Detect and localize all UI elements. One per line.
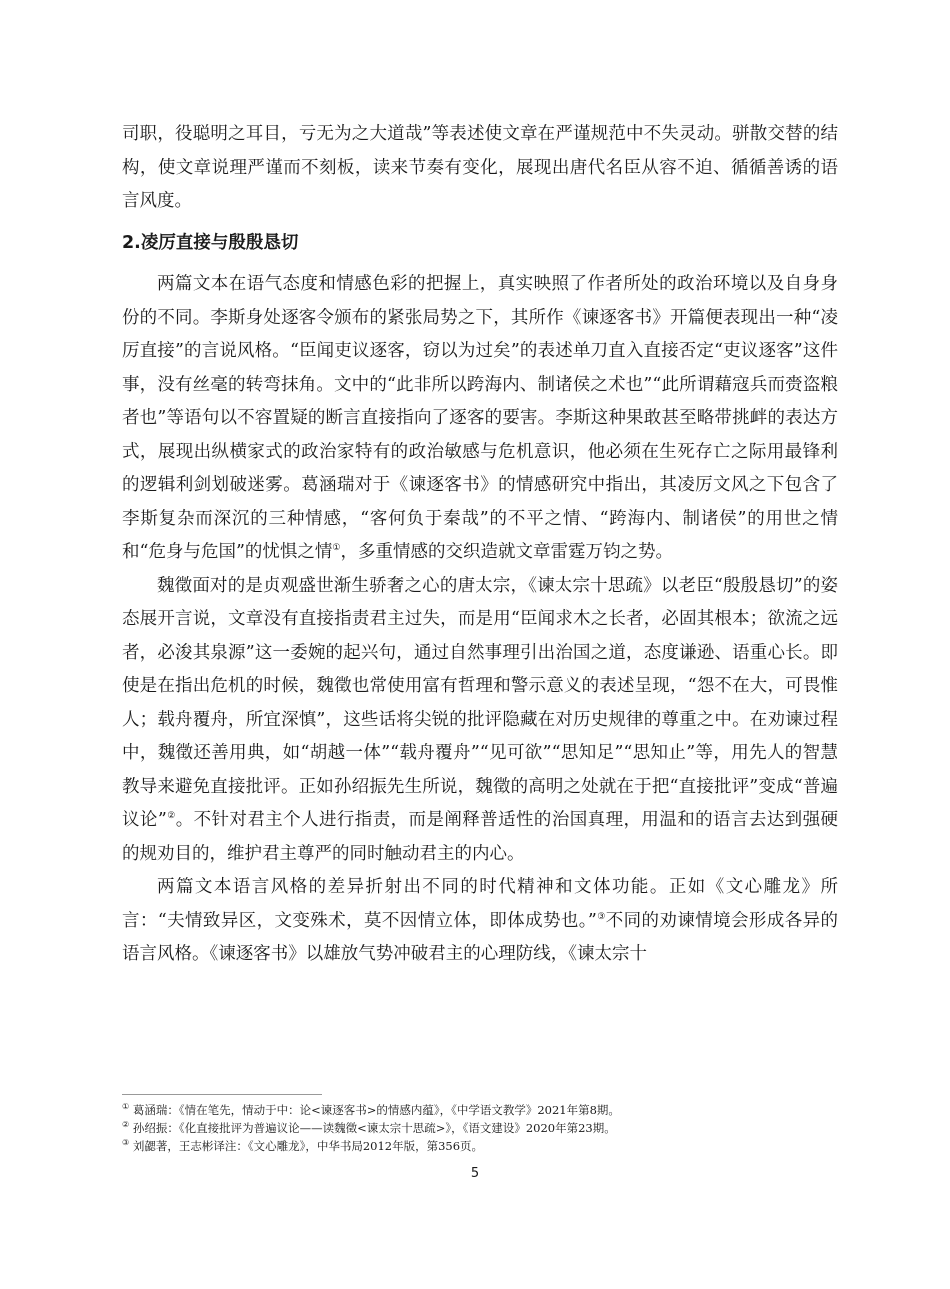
footnote-text: 葛涵瑞：《情在笔先，情动于中：论<谏逐客书>的情感内蕴》，《中学语文教学》2021年第8期。	[129, 1103, 620, 1117]
paragraph-wei-zheng	[122, 570, 838, 872]
footnote-item	[122, 1137, 838, 1155]
footnote-mark: ②	[122, 1120, 130, 1130]
footnote-mark: ①	[122, 1102, 130, 1112]
body-text	[122, 118, 838, 972]
paragraph-comparison	[122, 871, 838, 972]
paragraph-li-si	[122, 268, 838, 570]
paragraph-text: 司职，役聪明之耳目，亏无为之大道哉”等表述使文章在严谨规范中不失灵动。骈散交替的结构，使文章说理严谨而不刻板，读来节奏有变化，展现出唐代名臣从容不迫、循循善诱的语言风度。	[122, 124, 838, 211]
footnote-ref-1[interactable]: ①	[332, 543, 341, 554]
paragraph-text: 。不针对君主个人进行指责，而是阐释普适性的治国真理，用温和的语言去达到强硬的规劝目的，维护君主尊严的同时触动君主的内心。	[122, 810, 839, 864]
paragraph-text: ，多重情感的交织造就文章雷霆万钧之势。	[340, 542, 673, 562]
footnote-mark: ③	[122, 1138, 130, 1148]
footnote-ref-2[interactable]: ②	[166, 811, 176, 822]
footnotes	[122, 1101, 838, 1155]
page-number: 5	[470, 1166, 480, 1181]
paragraph-text: 不同的劝谏情境会形成各异的语言风格。《谏逐客书》以雄放气势冲破君主的心理防线，《谏太宗十	[122, 910, 838, 964]
section-heading: 2.凌厉直接与殷殷恳切	[122, 232, 299, 253]
footnote-divider	[122, 1094, 322, 1095]
paragraph-continuation	[122, 118, 838, 219]
footnote-ref-3[interactable]: ③	[596, 911, 606, 922]
paragraph-text: 魏徵面对的是贞观盛世渐生骄奢之心的唐太宗，《谏太宗十思疏》以老臣“殷殷恳切”的姿态展开言说，文章没有直接指责君主过失，而是用“臣闻求木之长者，必固其根本；欲流之远者，必浚其泉源”这一委婉的起兴句，通过自然事理引出治国之道，态度谦逊、语重心长。即使是在指出危机的时候，魏徵也常使用富有哲理和警示意义的表述呈现，“怨不在大，可畏惟人；载舟覆舟，所宜深慎”，这些话将尖锐的批评隐藏在对历史规律的尊重之中。在劝谏过程中，魏徵还善用典，如“胡越一体”“载舟覆舟”“见可欲”“思知足”“思知止”等，用先人的智慧教导来避免直接批评。正如孙绍振先生所说，魏徵的高明之处就在于把“直接批评”变成“普遍议论”	[122, 575, 838, 830]
paragraph-text: 两篇文本语言风格的差异折射出不同的时代精神和文体功能。正如《文心雕龙》所言：“夫情致异区，文变殊术，莫不因情立体，即体成势也。”	[122, 877, 838, 931]
footnote-item	[122, 1119, 838, 1137]
footnote-item	[122, 1101, 838, 1119]
footnote-text: 刘勰著，王志彬译注：《文心雕龙》，中华书局2012年版，第356页。	[129, 1139, 484, 1153]
paragraph-text: 两篇文本在语气态度和情感色彩的把握上，真实映照了作者所处的政治环境以及自身身份的不同。李斯身处逐客令颁布的紧张局势之下，其所作《谏逐客书》开篇便表现出一种“凌厉直接”的言说风格。“臣闻吏议逐客，窃以为过矣”的表述单刀直入直接否定“吏议逐客”这件事，没有丝毫的转弯抹角。文中的“此非所以跨海内、制诸侯之术也”“此所谓藉寇兵而赍盗粮者也”等语句以不容置疑的断言直接指向了逐客的要害。李斯这种果敢甚至略带挑衅的表达方式，展现出纵横家式的政治家特有的政治敏感与危机意识，他必须在生死存亡之际用最锋利的逻辑利剑划破迷雾。葛涵瑞对于《谏逐客书》的情感研究中指出，其凌厉文风之下包含了李斯复杂而深沉的三种情感，“客何负于秦哉”的不平之情、“跨海内、制诸侯”的用世之情和“危身与危国”的忧惧之情	[122, 274, 838, 562]
footnote-text: 孙绍振：《化直接批评为普遍议论——读魏徵<谏太宗十思疏>》，《语文建设》2020年第23期。	[129, 1121, 616, 1135]
